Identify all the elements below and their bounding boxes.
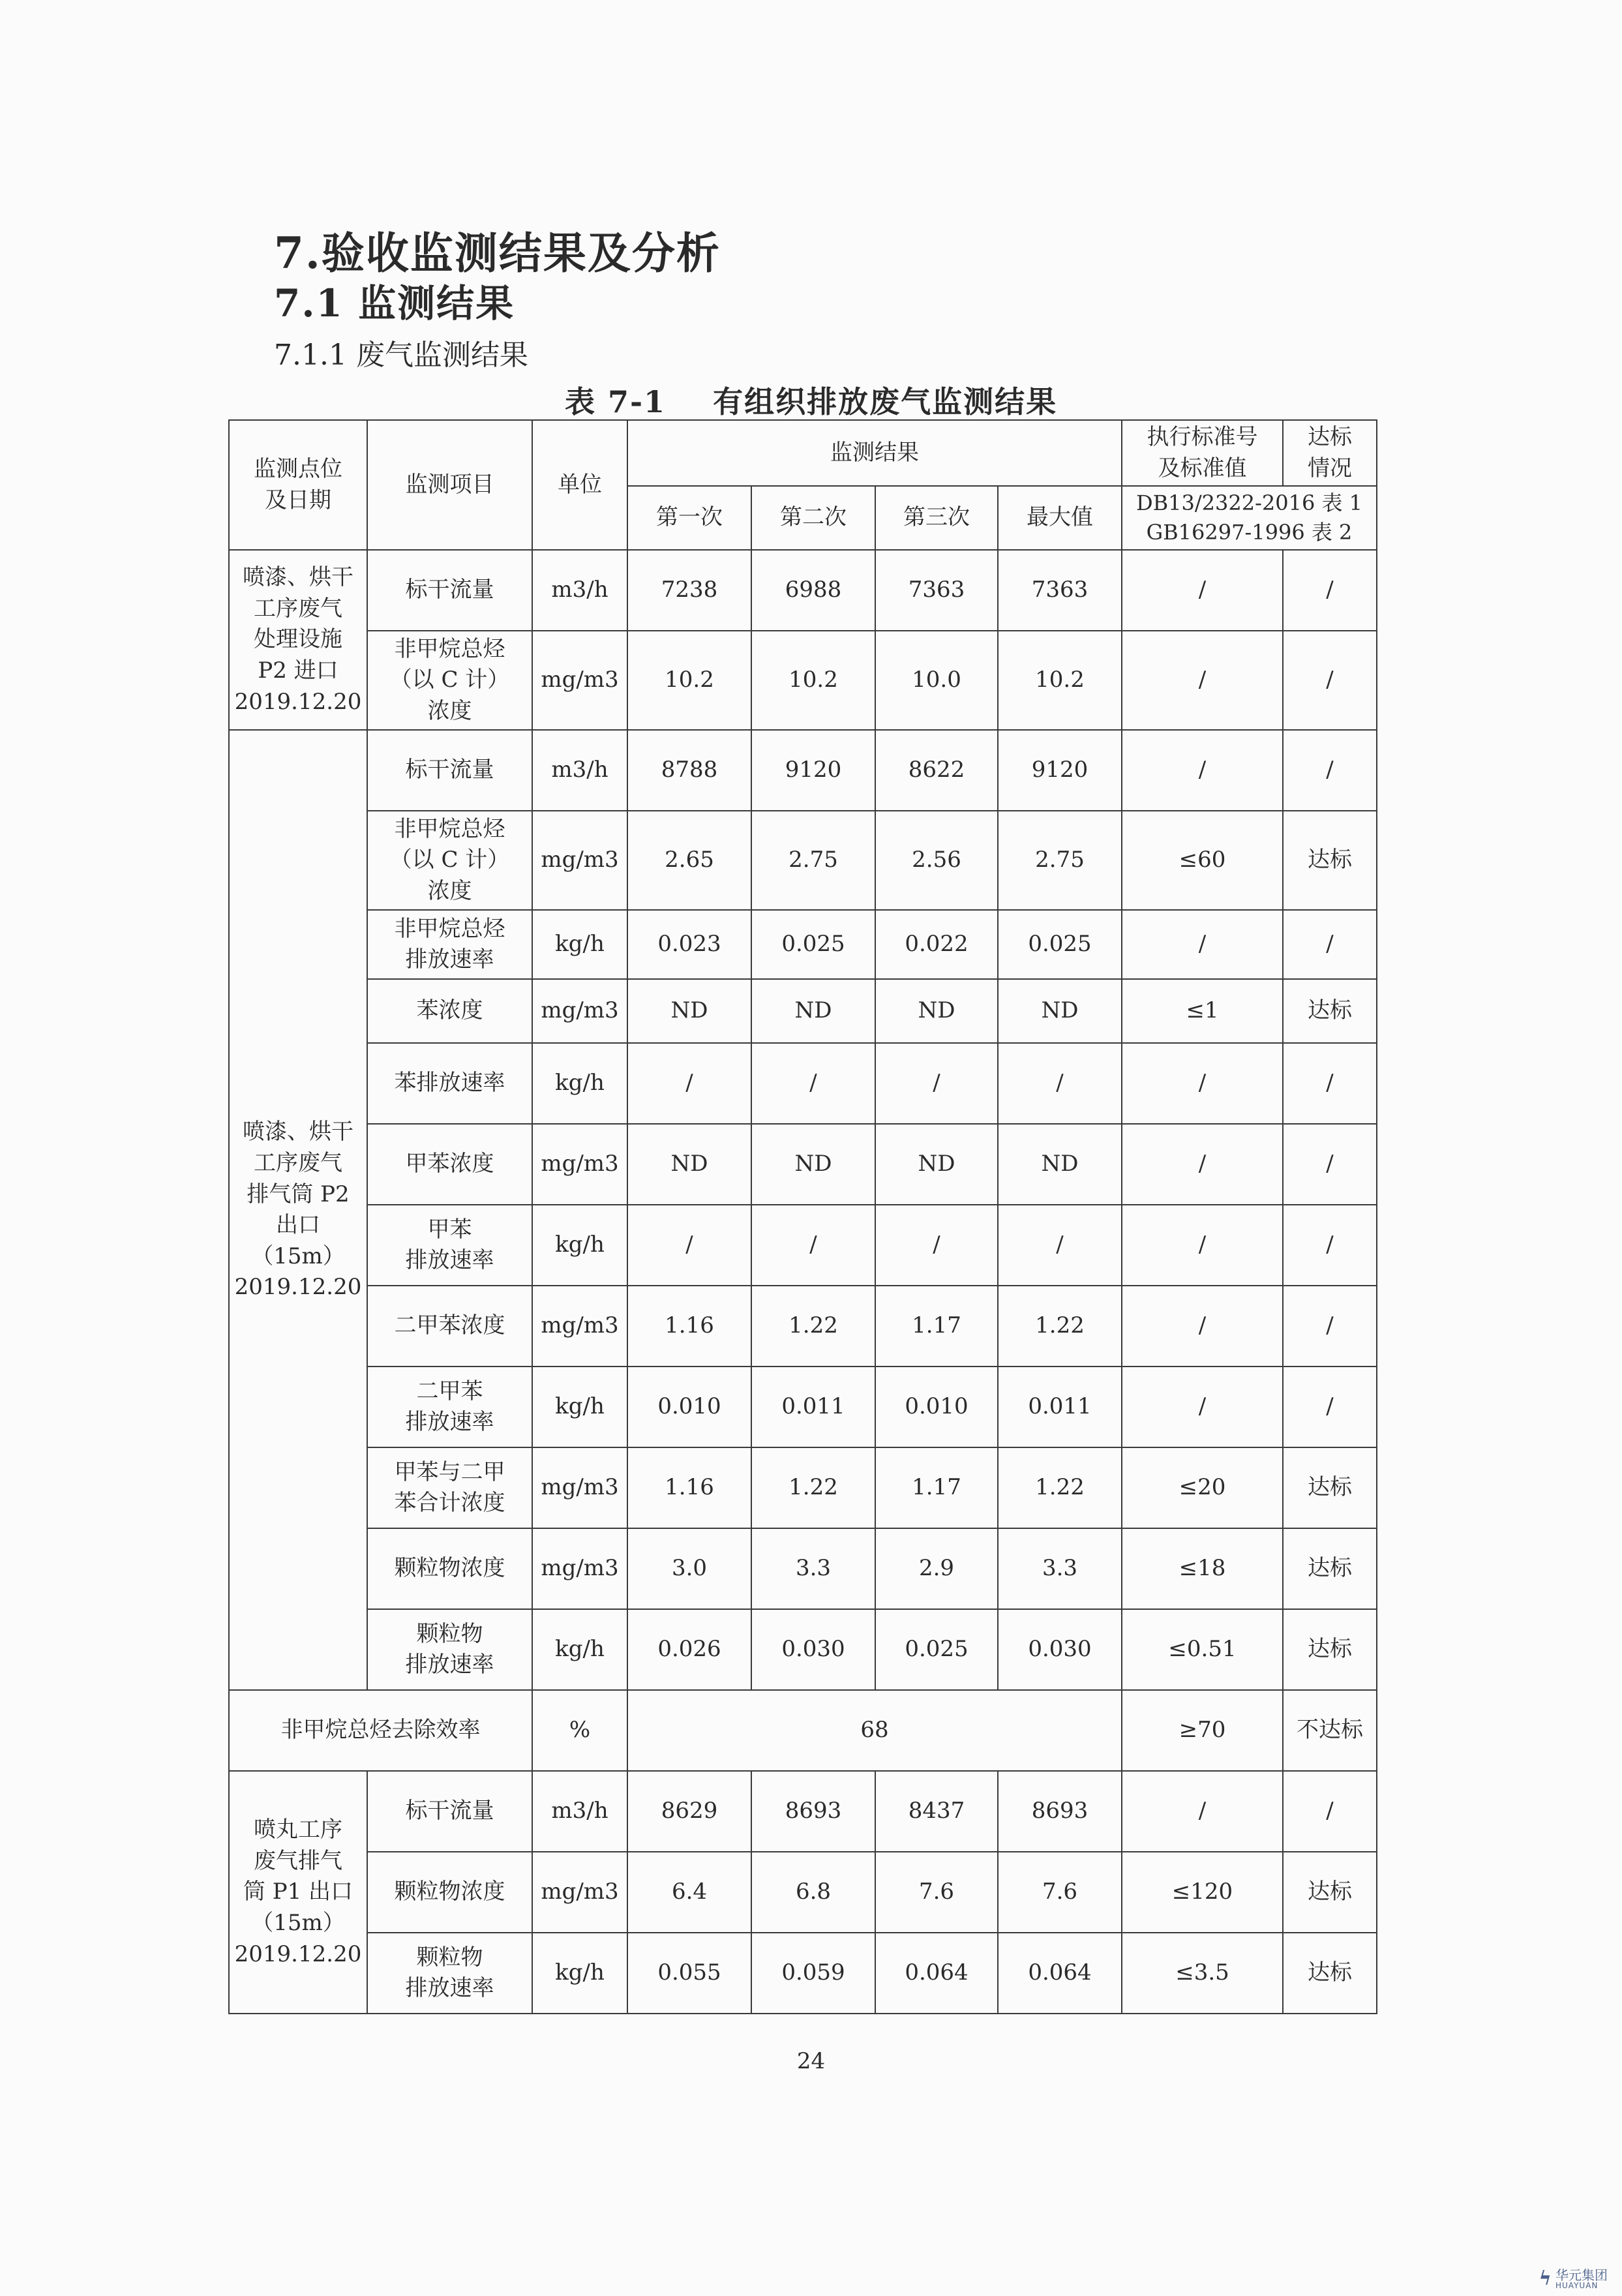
cell-unit: % [532,1690,627,1771]
cell-run-1: 0.010 [627,1367,751,1447]
cell-run-2: 0.011 [751,1367,875,1447]
table-row [229,631,1377,730]
cell-run-3: 8437 [875,1771,998,1852]
table-row [229,1124,1377,1205]
sub-subsection-heading: 7.1.1 废气监测结果 [274,339,528,372]
header-unit: 单位 [532,420,627,550]
cell-run-2: 6.8 [751,1852,875,1933]
cell-run-2: 0.059 [751,1933,875,2014]
cell-run-3: 0.022 [875,910,998,979]
cell-max: 9120 [998,730,1122,811]
cell-unit: mg/m3 [532,631,627,730]
cell-run-1: 7238 [627,550,751,631]
table-row [229,811,1377,910]
cell-run-1: 0.055 [627,1933,751,2014]
cell-status: 达标 [1283,1852,1377,1933]
cell-status: / [1283,1367,1377,1447]
cell-item: 颗粒物 排放速率 [367,1933,532,2014]
huayuan-logo [1539,2267,1608,2290]
header-item: 监测项目 [367,420,532,550]
cell-max: 1.22 [998,1286,1122,1367]
header-point-date: 监测点位 及日期 [229,420,367,550]
table-caption-number: 表 7-1 [564,384,667,419]
cell-run-3: 2.56 [875,811,998,910]
cell-run-1: 1.16 [627,1286,751,1367]
cell-unit: kg/h [532,1609,627,1690]
table-row [229,1367,1377,1447]
cell-unit: mg/m3 [532,1852,627,1933]
cell-standard: ≤60 [1122,811,1283,910]
cell-run-1: 0.023 [627,910,751,979]
cell-unit: kg/h [532,1367,627,1447]
table-row [229,1852,1377,1933]
group-inlet-p2: 喷漆、烘干 工序废气 处理设施 P2 进口 2019.12.20 [229,550,367,730]
table-row [229,910,1377,979]
cell-max: / [998,1043,1122,1124]
cell-status: 达标 [1283,811,1377,910]
cell-max: ND [998,979,1122,1043]
cell-unit: mg/m3 [532,811,627,910]
cell-unit: m3/h [532,730,627,811]
cell-status: 达标 [1283,1933,1377,2014]
cell-standard: / [1122,1367,1283,1447]
table-row [229,1205,1377,1286]
cell-run-1: ND [627,1124,751,1205]
cell-item: 甲苯 排放速率 [367,1205,532,1286]
cell-run-2: 0.025 [751,910,875,979]
cell-standard: / [1122,550,1283,631]
cell-max: 3.3 [998,1528,1122,1609]
group-outlet-p1: 喷丸工序 废气排气 筒 P1 出口 （15m） 2019.12.20 [229,1771,367,2014]
cell-unit: mg/m3 [532,1286,627,1367]
cell-standard: / [1122,1286,1283,1367]
cell-item: 苯排放速率 [367,1043,532,1124]
cell-unit: m3/h [532,1771,627,1852]
header-status: 达标 情况 [1283,420,1377,486]
section-heading: 7.验收监测结果及分析 [274,228,721,279]
cell-standard: / [1122,631,1283,730]
table-row [229,1447,1377,1528]
cell-item-removal-efficiency: 非甲烷总烃去除效率 [229,1690,532,1771]
cell-run-2: 6988 [751,550,875,631]
table-row [229,1286,1377,1367]
cell-status: 不达标 [1283,1690,1377,1771]
cell-max: 10.2 [998,631,1122,730]
cell-status: / [1283,910,1377,979]
cell-status: / [1283,1124,1377,1205]
cell-status: / [1283,550,1377,631]
cell-run-2: ND [751,1124,875,1205]
cell-run-2: 2.75 [751,811,875,910]
cell-run-3: 10.0 [875,631,998,730]
cell-item: 甲苯与二甲 苯合计浓度 [367,1447,532,1528]
cell-status: / [1283,631,1377,730]
logo-text-en: HUAYUAN [1555,2280,1599,2290]
cell-max: 0.025 [998,910,1122,979]
cell-max: 2.75 [998,811,1122,910]
page-number: 24 [796,2048,826,2074]
cell-run-1: 10.2 [627,631,751,730]
cell-run-3: 2.9 [875,1528,998,1609]
cell-status: 达标 [1283,1447,1377,1528]
table-row [229,1528,1377,1609]
cell-run-1: 6.4 [627,1852,751,1933]
cell-run-3: / [875,1043,998,1124]
cell-item: 非甲烷总烃 （以 C 计） 浓度 [367,631,532,730]
cell-run-3: 0.025 [875,1609,998,1690]
cell-unit: kg/h [532,1043,627,1124]
cell-max: 8693 [998,1771,1122,1852]
cell-unit: mg/m3 [532,1528,627,1609]
cell-run-2: 1.22 [751,1447,875,1528]
header-max: 最大值 [998,486,1122,550]
cell-max: / [998,1205,1122,1286]
cell-standard: / [1122,1771,1283,1852]
cell-max: 7363 [998,550,1122,631]
cell-run-1: ND [627,979,751,1043]
cell-run-2: / [751,1205,875,1286]
cell-status: / [1283,1286,1377,1367]
cell-run-1: 8629 [627,1771,751,1852]
cell-item: 甲苯浓度 [367,1124,532,1205]
cell-unit: kg/h [532,910,627,979]
cell-run-3: 8622 [875,730,998,811]
cell-status: / [1283,1043,1377,1124]
cell-unit: mg/m3 [532,1124,627,1205]
cell-run-1: 8788 [627,730,751,811]
cell-run-2: 10.2 [751,631,875,730]
cell-standard: / [1122,910,1283,979]
cell-merged-result: 68 [627,1690,1122,1771]
cell-standard: ≤18 [1122,1528,1283,1609]
cell-run-2: 9120 [751,730,875,811]
table-caption [0,378,1622,421]
lightning-icon: ϟ [1539,2267,1552,2290]
header-run-2: 第二次 [751,486,875,550]
logo-text-cn: 华元集团 [1555,2267,1608,2283]
cell-run-3: / [875,1205,998,1286]
cell-unit: kg/h [532,1933,627,2014]
header-standard: 执行标准号 及标准值 [1122,420,1283,486]
cell-standard: ≤3.5 [1122,1933,1283,2014]
table-row [229,979,1377,1043]
header-run-1: 第一次 [627,486,751,550]
cell-run-3: ND [875,979,998,1043]
cell-item: 标干流量 [367,1771,532,1852]
cell-item: 标干流量 [367,730,532,811]
cell-item: 颗粒物浓度 [367,1528,532,1609]
cell-status: 达标 [1283,979,1377,1043]
cell-item: 非甲烷总烃 （以 C 计） 浓度 [367,811,532,910]
table-row [229,730,1377,811]
cell-run-2: ND [751,979,875,1043]
cell-run-1: 3.0 [627,1528,751,1609]
header-results: 监测结果 [627,420,1122,486]
cell-run-3: ND [875,1124,998,1205]
cell-run-3: 7.6 [875,1852,998,1933]
cell-max: ND [998,1124,1122,1205]
cell-max: 7.6 [998,1852,1122,1933]
cell-status: 达标 [1283,1528,1377,1609]
table-row [229,1771,1377,1852]
cell-run-3: 1.17 [875,1286,998,1367]
table-row [229,1690,1377,1771]
cell-standard: ≥70 [1122,1690,1283,1771]
cell-run-2: 3.3 [751,1528,875,1609]
table-row [229,550,1377,631]
emission-monitoring-table [228,419,1377,2014]
cell-run-2: / [751,1043,875,1124]
cell-max: 1.22 [998,1447,1122,1528]
cell-item: 非甲烷总烃 排放速率 [367,910,532,979]
cell-run-1: 1.16 [627,1447,751,1528]
cell-standard: / [1122,1205,1283,1286]
table-row [229,1933,1377,2014]
cell-max: 0.064 [998,1933,1122,2014]
cell-run-2: 1.22 [751,1286,875,1367]
cell-standard: / [1122,730,1283,811]
cell-run-3: 0.010 [875,1367,998,1447]
cell-item: 苯浓度 [367,979,532,1043]
cell-item: 颗粒物 排放速率 [367,1609,532,1690]
cell-status: 达标 [1283,1609,1377,1690]
cell-run-1: / [627,1205,751,1286]
cell-unit: m3/h [532,550,627,631]
cell-standard: / [1122,1124,1283,1205]
table-caption-title: 有组织排放废气监测结果 [713,384,1058,419]
cell-standard: ≤20 [1122,1447,1283,1528]
cell-item: 二甲苯 排放速率 [367,1367,532,1447]
cell-max: 0.011 [998,1367,1122,1447]
cell-status: / [1283,1205,1377,1286]
cell-run-3: 0.064 [875,1933,998,2014]
table-row [229,1609,1377,1690]
header-standard-refs: DB13/2322-2016 表 1 GB16297-1996 表 2 [1122,486,1377,550]
cell-item: 标干流量 [367,550,532,631]
group-outlet-p2: 喷漆、烘干 工序废气 排气筒 P2 出口（15m） 2019.12.20 [229,730,367,1690]
cell-standard: ≤1 [1122,979,1283,1043]
cell-item: 二甲苯浓度 [367,1286,532,1367]
cell-max: 0.030 [998,1609,1122,1690]
cell-standard: ≤0.51 [1122,1609,1283,1690]
cell-unit: mg/m3 [532,1447,627,1528]
cell-run-2: 0.030 [751,1609,875,1690]
cell-status: / [1283,730,1377,811]
cell-standard: ≤120 [1122,1852,1283,1933]
cell-run-2: 8693 [751,1771,875,1852]
cell-run-1: / [627,1043,751,1124]
table-row [229,1043,1377,1124]
cell-run-1: 0.026 [627,1609,751,1690]
subsection-heading: 7.1 监测结果 [274,281,515,325]
cell-item: 颗粒物浓度 [367,1852,532,1933]
cell-run-1: 2.65 [627,811,751,910]
cell-unit: kg/h [532,1205,627,1286]
cell-run-3: 1.17 [875,1447,998,1528]
cell-run-3: 7363 [875,550,998,631]
cell-standard: / [1122,1043,1283,1124]
cell-status: / [1283,1771,1377,1852]
header-run-3: 第三次 [875,486,998,550]
cell-unit: mg/m3 [532,979,627,1043]
